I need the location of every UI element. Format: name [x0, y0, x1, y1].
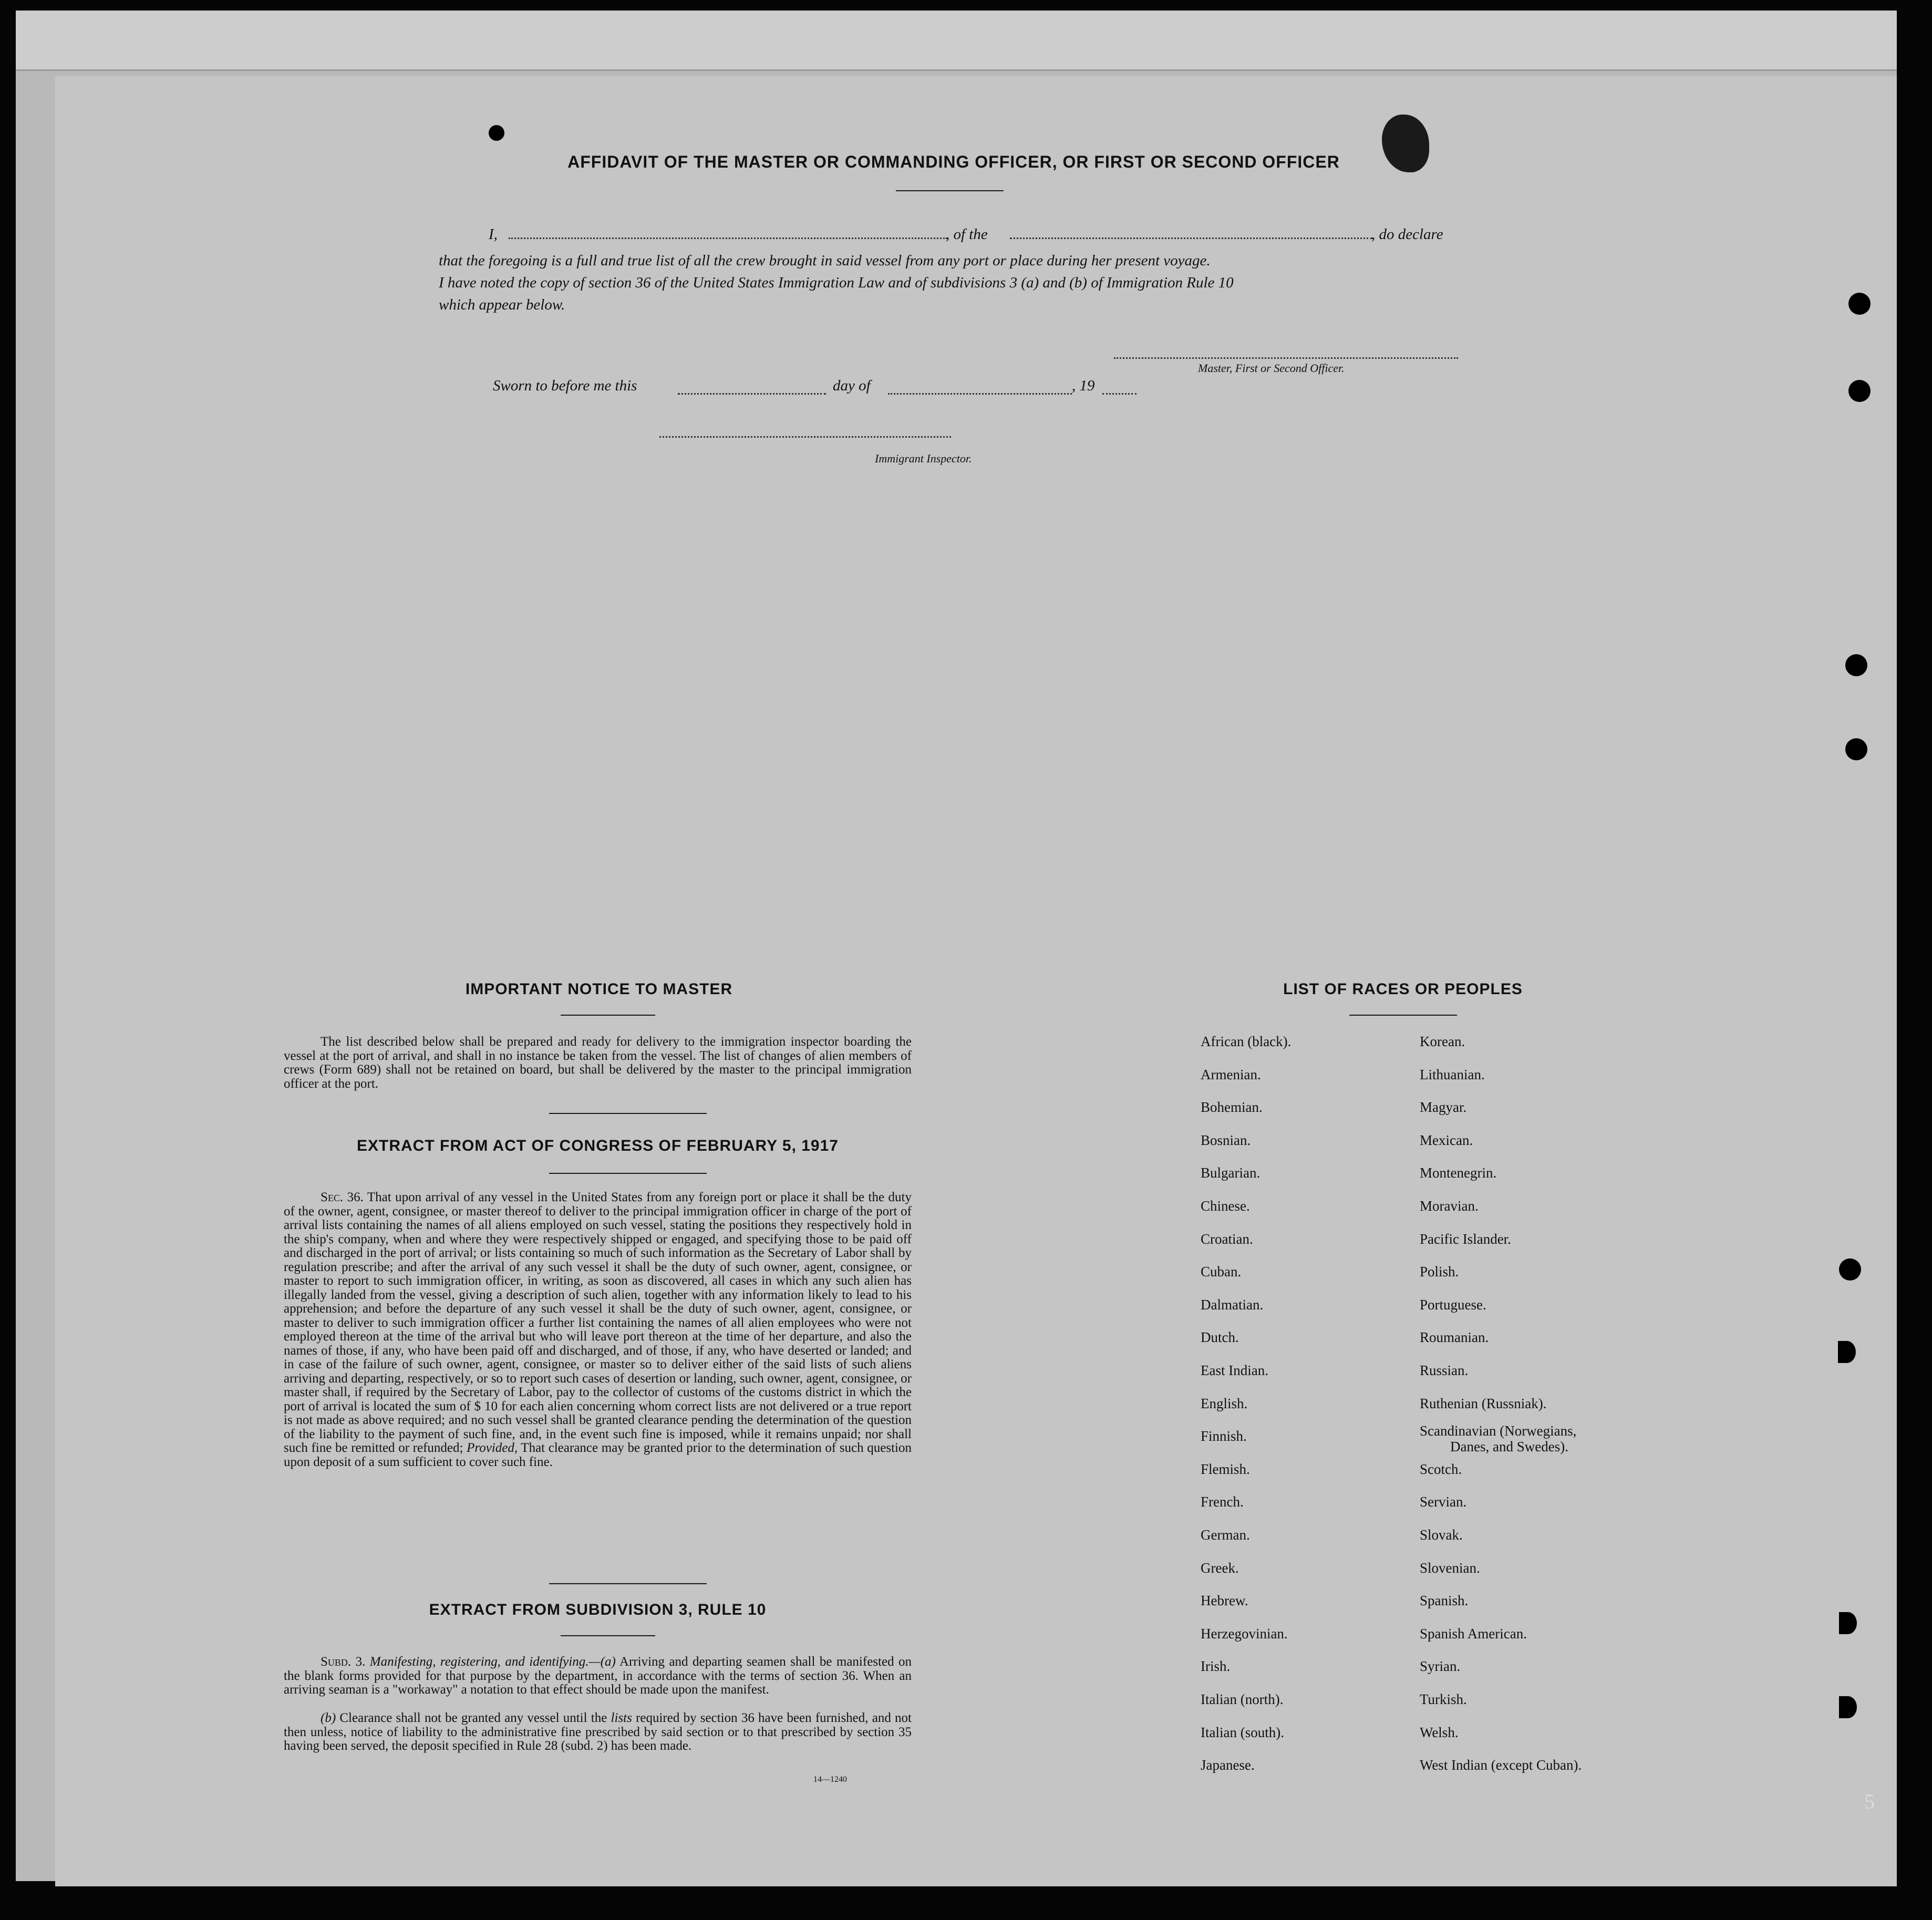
races-title: LIST OF RACES OR PEOPLES [1283, 980, 1523, 998]
rule-body-b2: required by section 36 have been furnished, and not then unless, notice of liability to the administrative fine prescribed by said section or to that prescribed by section 35 having been served, the deposit specified in Rule 28 (subd. 2) has been made. [284, 1711, 912, 1753]
race-item: Irish. [1201, 1658, 1231, 1675]
master-name-field[interactable] [509, 238, 947, 239]
race-item: Bulgarian. [1201, 1165, 1261, 1181]
race-item: Greek. [1201, 1560, 1239, 1576]
binder-hole [1838, 1341, 1856, 1363]
affidavit-of-the: , of the [946, 226, 988, 243]
race-item: Scotch. [1420, 1461, 1462, 1477]
rule-underline [561, 1635, 655, 1636]
race-item: Chinese. [1201, 1198, 1250, 1214]
race-item: Italian (north). [1201, 1691, 1284, 1707]
act-title: EXTRACT FROM ACT OF CONGRESS OF FEBRUARY 5, 1917 [357, 1137, 839, 1154]
top-page-edge [16, 11, 1897, 71]
race-item: Finnish. [1201, 1428, 1247, 1444]
b-label: (b) [321, 1711, 336, 1725]
act-underline [549, 1173, 707, 1174]
race-item: Italian (south). [1201, 1724, 1284, 1740]
binder-hole [1848, 293, 1871, 315]
race-item: Dalmatian. [1201, 1296, 1264, 1313]
race-item: Turkish. [1420, 1691, 1467, 1707]
notice-text: The list described below shall be prepared and ready for delivery to the immigration inspector boarding the vessel at the port of arrival, and shall in no instance be taken from the vessel. The list of changes of alien members of crews (Form 689) shall not be retained on board, but shall be delivered by the master to the principal immigration officer at the port. [284, 1035, 912, 1091]
sec-label: Sec. 36. [321, 1190, 364, 1204]
rule-body-a: Arriving and departing seamen shall be manifested on the blank forms provided for that purpose by the department, in accordance with the terms of section 36. When an arriving seaman is a "workaway" a notation to that effect should be made upon the manifest. [284, 1655, 912, 1697]
sworn-year-field[interactable] [1102, 393, 1137, 395]
race-item: German. [1201, 1527, 1250, 1543]
race-item: Scandinavian (Norwegians, [1420, 1423, 1577, 1439]
affidavit-i: I, [489, 226, 498, 243]
race-item: West Indian (except Cuban). [1420, 1757, 1582, 1773]
race-item: Magyar. [1420, 1099, 1467, 1116]
affidavit-line-3: I have noted the copy of section 36 of the United States Immigration Law and of subdivisions 3 (a) and (b) of Immigration Rule 10 [439, 274, 1234, 291]
binder-hole [1845, 738, 1867, 760]
form-number: 14—1240 [813, 1775, 847, 1784]
race-item: Roumanian. [1420, 1329, 1489, 1346]
subd-title: Manifesting, registering, and identifying.—(a) [369, 1655, 616, 1669]
subd-label: Subd. 3. [321, 1655, 366, 1669]
inspector-caption: Immigrant Inspector. [875, 452, 972, 465]
race-item: Polish. [1420, 1264, 1459, 1280]
inspector-signature-field[interactable] [659, 436, 951, 438]
binder-hole [1839, 1696, 1857, 1718]
act-divider [549, 1583, 707, 1584]
race-item: English. [1201, 1395, 1248, 1411]
rule-text-a [284, 1655, 912, 1697]
race-item: Portuguese. [1420, 1296, 1486, 1313]
race-item: Ruthenian (Russniak). [1420, 1395, 1547, 1411]
act-body-b: That clearance may be granted prior to the determination of such question upon deposit of a sum sufficient to cover such fine. [284, 1441, 912, 1469]
race-item: Flemish. [1201, 1461, 1250, 1477]
race-item: Korean. [1420, 1034, 1465, 1049]
act-text [284, 1191, 912, 1469]
race-item: Lithuanian. [1420, 1066, 1485, 1082]
vessel-name-field[interactable] [1010, 238, 1372, 239]
act-provided: Provided, [467, 1441, 518, 1455]
race-item: East Indian. [1201, 1362, 1268, 1378]
race-item: Armenian. [1201, 1066, 1261, 1082]
officer-signature-field[interactable] [1114, 357, 1458, 359]
race-item: Dutch. [1201, 1329, 1239, 1346]
race-item: Syrian. [1420, 1658, 1461, 1675]
race-item: Moravian. [1420, 1198, 1479, 1214]
race-item: Cuban. [1201, 1264, 1242, 1280]
punch-mark [489, 125, 504, 141]
races-underline [1349, 1015, 1457, 1016]
race-item: Servian. [1420, 1494, 1467, 1510]
race-item: French. [1201, 1494, 1244, 1510]
affidavit-line-4: which appear below. [439, 296, 565, 313]
notice-divider [549, 1113, 707, 1114]
race-item: Croatian. [1201, 1231, 1253, 1247]
binder-hole [1845, 654, 1867, 676]
race-item: Bohemian. [1201, 1099, 1263, 1116]
race-item: Bosnian. [1201, 1132, 1251, 1148]
race-item: Pacific Islander. [1420, 1231, 1511, 1247]
binder-hole [1848, 380, 1871, 402]
race-item: Welsh. [1420, 1724, 1459, 1740]
race-item: Herzegovinian. [1201, 1625, 1288, 1642]
binder-hole [1839, 1612, 1857, 1634]
notice-underline [561, 1015, 655, 1016]
sworn-day-field[interactable] [678, 393, 826, 395]
binder-hole [1839, 1258, 1861, 1281]
rule-text-b [284, 1711, 912, 1753]
race-item: Montenegrin. [1420, 1165, 1497, 1181]
race-item: Mexican. [1420, 1132, 1473, 1148]
rule-title: EXTRACT FROM SUBDIVISION 3, RULE 10 [429, 1601, 767, 1618]
race-item: African (black). [1201, 1034, 1292, 1049]
affidavit-declare: , do declare [1371, 226, 1443, 243]
race-item: Spanish American. [1420, 1625, 1527, 1642]
race-item: Russian. [1420, 1362, 1469, 1378]
notice-title: IMPORTANT NOTICE TO MASTER [465, 980, 733, 998]
race-item: Slovenian. [1420, 1560, 1480, 1576]
race-item: Danes, and Swedes). [1450, 1439, 1568, 1455]
year-prefix: , 19 [1072, 377, 1095, 394]
sworn-month-field[interactable] [888, 393, 1072, 395]
race-item: Slovak. [1420, 1527, 1463, 1543]
margin-note: 5 [1864, 1790, 1875, 1813]
act-body-a: That upon arrival of any vessel in the United States from any foreign port or place it shall be the duty of the owner, agent, consignee, or master thereof to deliver to the principal immigration officer in charge of the port of arrival lists containing the names of all aliens employed on such vessel, stating the positions they respectively hold in the ship's company, when and where they were respectively shipped or engaged, and specifying those to be paid off and discharged in the port of arrival; or lists containing so much of such information as the Secretary of Labor shall by regulation prescribe; and after the arrival of any such vessel it shall be the duty of such owner, agent, consignee, or master to report to such immigration officer, in writing, as soon as discovered, all cases in which any such alien has illegally landed from the vessel, giving a description of such alien, together with any information likely to lead to his apprehension; and before the departure of any such vessel it shall be the duty of such owner, agent, consignee, or master to deliver to such immigration officer a further list containing the names of all alien employees who were not employed thereon at the time of the arrival but who will leave port thereon at the time of her departure, and also the names of those, if any, who have been paid off and discharged, and of those, if any, who have deserted or landed; and in case of the failure of such owner, agent, consignee, or master so to deliver either of the said lists of such aliens arriving and departing, respectively, or so to report such cases of desertion or landing, such owner, agent, consignee, or master shall, if required by the Secretary of Labor, pay to the collector of customs of the customs district in which the port of arrival is located the sum of $ 10 for each alien concerning whom correct lists are not delivered or a true report is not made as above required; and no such vessel shall be granted clearance pending the determination of the question of the liability to the payment of such fine, and, in the event such fine is imposed, while it remains unpaid; nor shall such fine be remitted or refunded; [284, 1190, 912, 1455]
race-item: Hebrew. [1201, 1593, 1248, 1609]
rule-lists: lists [611, 1711, 632, 1725]
affidavit-title: AFFIDAVIT OF THE MASTER OR COMMANDING OFFICER, OR FIRST OR SECOND OFFICER [567, 152, 1340, 171]
race-item: Japanese. [1201, 1757, 1255, 1773]
rule-body-b1: Clearance shall not be granted any vessel until the [339, 1711, 607, 1725]
race-item: Spanish. [1420, 1593, 1469, 1609]
sworn-text: Sworn to before me this [493, 377, 637, 394]
title-underline [896, 190, 1004, 191]
affidavit-line-2: that the foregoing is a full and true list of all the crew brought in said vessel from any port or place during her present voyage. [439, 252, 1211, 269]
day-of-text: day of [833, 377, 871, 394]
signature-caption: Master, First or Second Officer. [1198, 362, 1345, 375]
